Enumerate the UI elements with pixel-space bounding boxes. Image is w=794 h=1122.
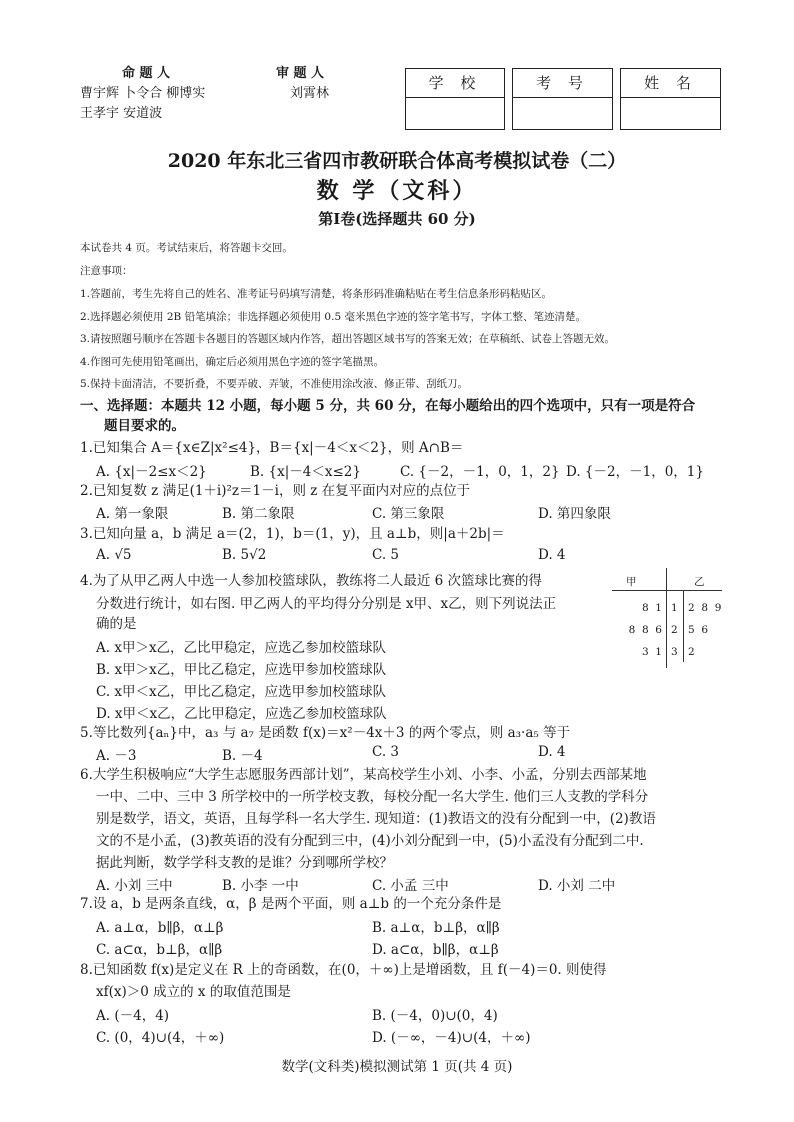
q2-option-c[interactable]: C. 第三象限 (372, 506, 445, 522)
q5-stem: 5.等比数列{aₙ}中，a₃ 与 a₇ 是函数 f(x)＝x²－4x＋3 的两个零点，则 a₃·a₅ 等于 (80, 725, 571, 741)
q8-stem-line-1: 8.已知函数 f(x)是定义在 R 上的奇函数，在(0，＋∞)上是增函数，且 f(－4)＝0. 则使得 (80, 962, 607, 978)
q5-option-d[interactable]: D. 4 (538, 744, 566, 760)
note-4: 4.作图可先使用铅笔画出，确定后必须用黑色字迹的签字笔描黑。 (80, 356, 385, 368)
q6-stem-line-4: 文的不是小孟，(3)教英语的没有分配到三中，(4)小刘分配到一中，(5)小孟没有分配到二中. (96, 833, 644, 849)
q6-stem-line-1: 6.大学生积极响应“大学生志愿服务西部计划”，某高校学生小刘、小李、小孟，分别去西部某地 (80, 767, 647, 783)
q4-option-d[interactable]: D. x甲＜x乙，乙比甲稳定，应选乙参加校篮球队 (96, 706, 387, 722)
reviewers-label: 审 题 人 (276, 66, 325, 81)
q7-option-c[interactable]: C. a⊂α，b⊥β，α∥β (96, 942, 223, 958)
q4-option-b[interactable]: B. x甲＞x乙，甲比乙稳定，应选甲参加校篮球队 (96, 662, 387, 678)
name-label: 姓 名 (621, 69, 720, 98)
q6-stem-line-2: 一中、二中、三中 3 所学校中的一所学校支教，每校分配一名大学生. 他们三人支教的学科分 (96, 789, 649, 805)
plot-row-3-left: 3 1 (641, 646, 662, 658)
plot-header-right: 乙 (694, 576, 705, 588)
q4-option-a[interactable]: A. x甲＞x乙，乙比甲稳定，应选乙参加校篮球队 (96, 640, 387, 656)
q7-stem: 7.设 a，b 是两条直线，α，β 是两个平面，则 a⊥b 的一个充分条件是 (80, 896, 502, 912)
note-3: 3.请按照题号顺序在答题卡各题目的答题区域内作答，超出答题区域书写的答案无效；在草稿纸、试卷上答题无效。 (80, 333, 616, 345)
q5-option-b[interactable]: B. －4 (222, 748, 263, 764)
intro-text: 本试卷共 4 页。考试结束后，将答题卡交回。 (80, 242, 293, 254)
plot-row-1-left: 8 1 (641, 602, 662, 614)
q8-option-d[interactable]: D. (－∞，－4)∪(4，＋∞) (372, 1030, 531, 1046)
exam-number-label: 考 号 (513, 69, 612, 98)
setters-label: 命 题 人 (122, 66, 171, 81)
q8-stem-line-2: xf(x)＞0 成立的 x 的取值范围是 (96, 984, 291, 1000)
q3-stem: 3.已知向量 a，b 满足 a＝(2，1)，b＝(1，y)，且 a⊥b，则|a＋2b|＝ (80, 526, 505, 542)
section-header: 一、选择题：本题共 12 小题，每小题 5 分，共 60 分，在每小题给出的四个选项中，只有一项是符合 (80, 398, 696, 414)
reviewer-name: 刘霄林 (290, 86, 330, 101)
q8-option-b[interactable]: B. (－4，0)∪(0，4) (372, 1008, 498, 1024)
q3-option-c[interactable]: C. 5 (372, 547, 400, 563)
exam-title: 2020 年东北三省四市教研联合体高考模拟试卷（二） (167, 150, 627, 172)
q3-option-d[interactable]: D. 4 (538, 547, 566, 563)
q5-option-a[interactable]: A. －3 (96, 748, 137, 764)
q1-option-c[interactable]: C. {－2，－1，0，1，2} (400, 464, 560, 480)
q3-option-b[interactable]: B. 5√2 (222, 547, 267, 563)
q7-option-a[interactable]: A. a⊥α，b∥β，α⊥β (96, 920, 224, 936)
plot-header-left: 甲 (626, 576, 637, 588)
plot-row-2-right: 5 6 (688, 624, 709, 636)
note-1: 1.答题前，考生先将自己的姓名、准考证号码填写清楚，将条形码准确粘贴在考生信息条形码粘贴区。 (80, 288, 553, 300)
plot-divider-right (683, 590, 684, 662)
q8-option-c[interactable]: C. (0，4)∪(4，＋∞) (96, 1030, 225, 1046)
plot-row-3-right: 2 (688, 646, 695, 658)
section-header-cont: 题目要求的。 (104, 418, 185, 434)
q1-option-a[interactable]: A. {x|－2≤x＜2} (96, 464, 207, 480)
q4-stem-line-1: 4.为了从甲乙两人中选一人参加校篮球队，教练将二人最近 6 次篮球比赛的得 (80, 573, 543, 589)
part-title: 第Ⅰ卷(选择题共 60 分) (318, 210, 476, 228)
q1-option-b[interactable]: B. {x|－4＜x≤2} (250, 464, 361, 480)
plot-row-1-right: 2 8 9 (688, 602, 722, 614)
exam-number-field[interactable] (512, 68, 613, 130)
q1-stem: 1.已知集合 A＝{x∈Z|x²≤4}，B＝{x|－4＜x＜2}，则 A∩B＝ (80, 440, 464, 456)
plot-row-2-stem: 2 (671, 624, 678, 636)
q2-stem: 2.已知复数 z 满足(1＋i)²z＝1－i，则 z 在复平面内对应的点位于 (80, 483, 471, 499)
notes-title: 注意事项： (80, 265, 133, 277)
school-label: 学 校 (406, 69, 504, 98)
q6-stem-line-5: 据此判断，数学学科支教的是谁？分到哪所学校？ (96, 855, 393, 871)
q2-option-d[interactable]: D. 第四象限 (538, 506, 611, 522)
note-5: 5.保持卡面清洁，不要折叠，不要弄破、弄皱，不准使用涂改液、修正带、刮纸刀。 (80, 378, 469, 390)
q6-option-a[interactable]: A. 小刘 三中 (96, 878, 173, 894)
note-2: 2.选择题必须使用 2B 铅笔填涂；非选择题必须使用 0.5 毫米黑色字迹的签字笔书写，字体工整、笔迹清楚。 (80, 311, 586, 323)
q3-option-a[interactable]: A. √5 (96, 547, 132, 563)
school-field[interactable] (405, 68, 505, 130)
q4-option-c[interactable]: C. x甲＜x乙，甲比乙稳定，应选甲参加校篮球队 (96, 684, 387, 700)
stem-leaf-plot (612, 568, 722, 668)
q6-option-c[interactable]: C. 小孟 三中 (372, 878, 449, 894)
plot-header-rule (612, 590, 722, 591)
q6-option-d[interactable]: D. 小刘 二中 (538, 878, 616, 894)
q6-option-b[interactable]: B. 小李 一中 (222, 878, 299, 894)
plot-row-1-stem: 1 (671, 602, 678, 614)
subject-title: 数 学（文科） (316, 178, 478, 204)
q2-option-a[interactable]: A. 第一象限 (96, 506, 169, 522)
plot-row-3-stem: 3 (671, 646, 678, 658)
q4-stem-line-3: 确的是 (96, 616, 137, 632)
q7-option-d[interactable]: D. a⊂α，b∥β，α⊥β (372, 942, 499, 958)
setters-names-1: 曹宇辉 卜令合 柳博实 (80, 86, 206, 101)
page-footer: 数学(文科类)模拟测试第 1 页(共 4 页) (281, 1059, 513, 1075)
name-field[interactable] (620, 68, 721, 130)
q4-stem-line-2: 分数进行统计，如右图. 甲乙两人的平均得分分别是 x甲、x乙，则下列说法正 (96, 596, 557, 612)
q8-option-a[interactable]: A. (－4，4) (96, 1008, 170, 1024)
setters-names-2: 王孝宇 安道波 (80, 106, 163, 121)
q6-stem-line-3: 别是数学，语文，英语，且每学科一名大学生. 现知道：(1)教语文的没有分配到一中，(2)教语 (96, 811, 656, 827)
plot-divider-left (666, 568, 667, 668)
q5-option-c[interactable]: C. 3 (372, 744, 400, 760)
q7-option-b[interactable]: B. a⊥α，b⊥β，α∥β (372, 920, 500, 936)
q2-option-b[interactable]: B. 第二象限 (222, 506, 295, 522)
plot-row-2-left: 8 8 6 (628, 624, 662, 636)
q1-option-d[interactable]: D. {－2，－1，0，1} (566, 464, 704, 480)
